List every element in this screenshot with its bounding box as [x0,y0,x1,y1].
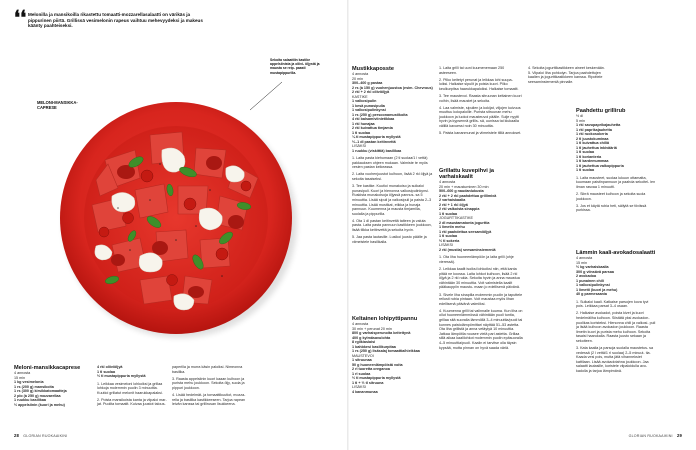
ingredient: 2 rkl kuivattua timjamia [352,126,393,131]
ingredient: ¼ tl mustapippuria myllystä [352,135,401,140]
ingredient: 1 limetin mehu [439,225,465,230]
magazine-name: GLORIAN RUOKAAIKINI [23,434,68,438]
recipe-step: 2. Siirrä mausteet kulhoon ja sekoita suola joukkoon. [576,191,646,201]
intro-text: Melonilla ja mansikoilla rikastettu tomaatti-mozzarellasalaatti on värikäs ja pippurinen piirtä. Grillissä vesimelonin rapeus vaihtuu mehevyydeksi ja makeus käänty paahteiseksi. [28,12,203,29]
ingredient: 2 dl maustamatonta jogurttia [439,220,490,225]
recipe-time: 15 min [14,375,26,380]
ingredient: ½ tl sokeria [439,238,460,243]
ingredient: 800 g varhaisperunoita keitettynä [352,331,411,336]
recipe-step: 4. Kuumenna grilli tai valinnalle kuuma. Kun liha on ollut huoneenlämmössä vähintään puoli tuntia, grillaa sitä suoralla lämmöllä 3–4 minuuttia/puoli tai kunnes paistolämpömittari näyttää 51–53 astetta. Ota liha grillistä ja anna vetäytyä 10 minuuttia. Jatkaa lämpötila nousee vielä pari astetta. Grillaa sillä aikaa kaalilohkot molemmin puolin epäsuoralla 4–5 minuuttia/puoli. Kaalin ei tarvitse olla täysin kypsää, mutta pinnan on hyvä saada väriä. [439,308,523,350]
ingredient: 8 rgilkiaslaisi [352,340,376,345]
ingredient: 300 g viinsävä parsaa [576,269,614,274]
ingredient: 300–400 g pastaa [352,81,383,86]
ingredient: 2 rs (à 150 g) vuohenjuustoa (esim. Chevrous) [352,85,433,90]
section-label: KASTIKE [352,94,368,99]
page-gutter [347,0,349,450]
ingredient: 500–600 g naudanlukusta [439,189,484,194]
recipe-time: 5 min [576,118,586,123]
recipe-step: 2. Halkaise avokadot, poista kivet ja kuori hedelmäliha kulhoon. Siistätä yksi avokadon- puolikas koristeksi. Hienonna chili ja valkosi- puli ja lisää kulhoon avokadon joukkoon. Raasta limetin kuori ja purista mehu kulhoon. Sekoita tasaisi haarukalla. Raasta juusto sekaan ja sekoiteen. [576,311,656,343]
recipe-step: 5. Paista kananmunat ja viimeistele tilliä annokset. [439,131,522,136]
ingredient: 1 sitruunaa [352,358,372,363]
recipe-time: 30 min + perunat 20 min [352,326,392,331]
ingredient: 1 rkl ruokosokeria [576,132,608,137]
recipe-servings: ½ dl [576,114,583,119]
ingredient: 1 rs (300 g) kirsikkatomaatteja [14,389,67,394]
dish-side-label: MELONI-MANSIKKA-CAPRESE [37,100,78,110]
recipe-meloni-col2 [97,365,169,409]
ingredient: 1 tl kardemummaa [576,159,609,164]
salad-plate-image [0,0,330,350]
recipe-step: 3. Tee kastike. Kuutioi munakoiso ja suikaloi punasipuli. Kuori ja hienonna valkosipulinkynsi. Ruskista munakoisoja öljyssä pannus- sa 5 minuuttia. Lisää sipuli ja valkosipuli ja paista 2–3 minuuttia. Lisää mustikat, etikka ja hunaja pannuun. Kuumenna ja mausta timjamilla, suolalla ja pippurilla. [352,184,432,216]
recipe-title: Keltainen lohipyttipannu [352,316,418,322]
section-label: JOGURTTIKASTIKE [439,216,473,221]
ingredient: 1 rs (200 g) mansikoita [14,384,54,389]
ingredient: 40 g parmesaania [576,292,607,297]
ingredient: 1 tl suolaa [576,150,595,155]
ingredient: 2 rkl (mustia) seesaminsiemeniä [439,247,496,252]
ingredient: 1 punainen chili [576,278,604,283]
recipe-step: paperilla ja murra käsin paloiksi. Nimeonna basilika. [172,365,243,374]
recipe-servings: 4 annosta [439,180,456,185]
ingredient: 1 kesä punasipulia [352,103,385,108]
recipe-meloni [14,365,94,407]
ingredient: 1 rkl savupaprikajauhetta [576,123,621,128]
ingredient: 1 tl suolaa [352,130,371,135]
recipe-title: Mustikkaposste [352,66,394,72]
recipe-step: 4. Ota 1 dl pastan keitinvettä talteen ja valuta pasta. Laita pasta pannuun kastikkeen joukkoon, lisää tilkka keitinvettä ja sekoita hyvin. [352,218,432,233]
ingredient: 4 rkl balsamiviinietikkaa [352,117,395,122]
ingredient: ½–1 dl pastan keitinvettä [352,139,396,144]
ingredient: 1 tl suolaa [439,234,458,239]
recipe-servings: 4 annosta [352,72,369,77]
ingredient: ½ appelsiinin (kuori ja mehu) [14,402,65,407]
recipe-step: 1. Suikaloi kaali. Katkaise parsojen kova tyvi pois. Leikkaa parsat 3–4 osaan. [576,299,649,309]
ingredient: 1 rs (250 g) lisäsalaj tomaattia/hieikkaa [352,349,420,354]
ingredient: 1 tl suolaa [576,168,595,173]
recipe-step: 2. Laita vuohenjuustot kulhoon, lisää 2 rkl öljyä ja sekoita tasaiseksi. [352,172,433,182]
recipe-step: 3. Tee maustevoi. Raasta sitruunan keltainen kuori voihin, lisää maustet ja sekoita. [439,93,522,103]
section-label: LISÄKSI [352,385,366,390]
recipe-servings: 4 annosta [14,371,31,376]
page-number: 29 [676,433,682,438]
magazine-name: GLORIAN RUOKAAIKINI [628,434,673,438]
ingredient: 1 rkl paahdettua seesamiöljyä [439,229,492,234]
recipe-lohi-continued [439,66,523,138]
ingredient: 2 varhaiskaalia [439,198,466,203]
recipe-grillirub [576,108,656,215]
ingredient: 2 avokadoa [576,274,597,279]
recipe-step: 1. Laita pasta kiehumaan (2 tl suolaa/1 l vettä) pakkauksen ohjeen mukaan. Valmiste te myös vesien pastan keikeassa. [352,156,428,170]
recipe-step: 3. Kata kaalia ja parsoja suolalla maustetus- sa vedessä (2 l vettä/1 rl suolaa) 2–5 minuut- tia. Kaada vesi pois, mutta jätä vihanneksiet kattilaan. Lisää avokadotahna joukkoon. Jaa salaatit lautasille, koristele viipaloidulla avo- kadolla ja tarjoa lämpimänä. [576,346,654,374]
recipe-kaali-avokadosalaatti [576,250,656,376]
section-label: LISÄKSI [439,243,453,248]
recipe-step: 5. Jaa pasta lautasille. Lusikoi juusto päälle ja viimeistele basilikalla. [352,235,427,244]
section-label: MAUSTEVOI [352,353,374,358]
ingredient: 2 rkl + 1 rkl öljyä [439,202,468,207]
ingredient: 1 valkosipulinkynsi [576,283,610,288]
ingredient: 1 tl kuivattua chiliä [576,141,609,146]
ingredient: 2 rkl valkoista sinappia [439,207,480,212]
ingredient: 2 rkl + 2 rkl oliiviöljyä [352,90,390,95]
ingredient: 2 plo (à 250 g) mozzarellaa [14,393,61,398]
recipe-step: 3. Jos et käytä rubia heti, säilytä se tiiviissä purkissa. [576,203,647,213]
recipe-time: 20 min + maustuminen 30 min [439,184,489,189]
ingredient: ½ tl mustapippuria myllystä [97,374,146,378]
recipe-time: 20 min [352,76,364,81]
ingredient: 1 rl suolaa [352,371,371,376]
ingredient: 1 tl + ½ tl sitruuna [352,380,384,385]
page-number: 28 [14,433,20,438]
ingredient: 1 kg vesimelonia [14,380,44,385]
recipe-kuvepihvi-continued: 4. Sekoita jogurttikastikkeen aineet keskenään. 5. Viipaloi liha pohkoiyn. Tarjoa paahdettujen kaalien ja jogurttikastikkeen kanssa. Ripottele seesaminsiemeniä pinnalle. [528,66,605,84]
ingredient: 2 tl juustokuminaa [576,136,609,141]
recipe-step: 4. Lisää hedelmät- ja tomaattikuutiot, mozza- rella ja basilika kastikkeeseen. Tarjoa rapean leivän kanssa tai grillirusan lisukkeena. [172,392,246,407]
recipe-lohi [352,316,434,394]
footer-right [629,434,682,438]
ingredient: 1 bahbkesi basilikurpitaa [352,344,396,349]
ingredient: ½ kg varhaiskaalia [576,265,609,270]
recipe-time: 15 min [576,260,588,265]
recipe-step: 1. Laita grilli tai uuni kuumenemaan 250 asteeseen. [439,66,505,75]
recipe-step: 4. Laa valmiste, sipulien ja kokijat, viljojen kuivuus muuttuu kolopaloille. Purista sitruunan mehu joukkoon ja luokoi mausteuvoi päälle. Sulje nyytti hyvin ja kypsennä grillis- sä, uunissa tai kiukaalla välillä kavuessi noin 30 minuuttia. [439,105,521,129]
quote-mark: ❛❛ [14,7,27,29]
recipe-step: 2. Pilko keitetyt perunat ja leikkaa lohi suupa- loiksi. Halkaise sipulit ja poista kuori. Pilko keulkurpitsa haarukkapaloiksi. Halkaise tomaatit. [439,77,519,91]
recipe-step: 1. Laita mausteet, suolaa lukuun ottamatta, kuumaan paistinpannuun ja paahda sekoitel- len ilman rasvaa 1 minuutti. [576,175,656,189]
recipe-step: 2. Leikkaa kaalit isoiksi lohkoiksi niin, että kanta pitää ne koossa. Laita lohkot kulhoon, lisää 2 rkl öljyä ja 2 rkl rukia. Sekoita hyvin ja anna maustua vähintään 30 minuuttia. Voit valmistella kaalit pääkauppiin maustu- maan jo edellisenä päivänä. [439,267,520,290]
section-label: LISÄKSI [352,144,366,149]
ingredient: 2 rl tuoretta oreganoa [352,367,390,372]
ingredient: 1 limetti (kuori ja mehu) [576,287,618,292]
ingredient: 1 tl suolaa [439,211,458,216]
footer-left [14,434,67,438]
ingredient: 1 tl jauhettua inkivääriä [576,145,617,150]
ingredient: 1 tl jauhettua valkopippuria [576,163,624,168]
ingredient: 4 kananmunaa [352,389,378,394]
recipe-step: 1. Ota liha huoneenlämpöön ja laita grilli (ohje vieressä). [439,255,514,264]
ingredient: 4 rkl oliiviöljyä [97,365,123,369]
recipe-step: 1. Leikkaa vesimeloni lohkoiksi ja grillaa lohkoja molemmin puolin 3 minuuttia. Kuutioi grillatut melonit haarukkapalaksi. [97,381,163,395]
recipe-title: Grillattu kuvepihvi ja varhaiskaalit [439,168,495,181]
recipe-title: Paahdettu grillirub [576,108,626,114]
recipe-title: Meloni-mansikkacaprese [14,365,81,371]
ingredient: 400 g kylmäsavulohta [352,335,391,340]
ingredient: 1 rkl hunajaa [352,121,375,126]
ingredient: 2 rkl + 2 rkl paahdettua grillimixä [439,193,497,198]
recipe-title: Lämmin kaali-avokadosalaatti [576,250,656,256]
ingredient: 1 valkosipulinkynsi [352,108,386,113]
recipe-grillattu-kuvepihvi [439,168,523,353]
ingredient: 50 g huoneenlämpöistä voita [352,362,403,367]
recipe-mustikka [352,66,434,247]
ingredient: 1 ruukku (viskittiä) basilikaa [352,148,402,153]
ingredient: 1 ruukku basilikaa [14,398,46,403]
recipe-meloni-col3 [172,365,250,409]
ingredient: 1 valkosipulin [352,99,377,104]
photo-caption: Sekoita salaattiin kastike appelsiinista ja oliivi- öljystä ja mausta se reip- paasti mustapippurilla. [270,58,320,75]
ingredient: 1 rkl paprikajauhetta [576,127,612,132]
ingredient: 1 tl suolaa [97,369,116,374]
ingredient: 1 tl korianteria [576,154,602,159]
recipe-step: 2. Poista mansikoista kanta ja viipaloi mar- jat. Puolita tomaatit. Kuivaa juustot talous- [97,397,167,407]
recipe-servings: 4 annosta [576,256,593,261]
recipe-servings: 4 annosta [352,322,369,327]
ingredient: 1 rs (250 g) persoonamustikoita [352,112,408,117]
ingredient: ½ tl mustapippuria myllystä [352,376,401,381]
recipe-step: 3. Sivele liha sinapilla molemmin puolin ja taputtele reilusti rubia pintaan. Voit maustaa myös lihan edellisenä päivänä valmiiksi. [439,292,523,306]
recipe-step: 3. Raasta appelsiinin kuori kaaan kulhoon ja purista mehu joukkoon. Sekoita öljy, suola ja pippuri joukkoon. [172,376,245,390]
